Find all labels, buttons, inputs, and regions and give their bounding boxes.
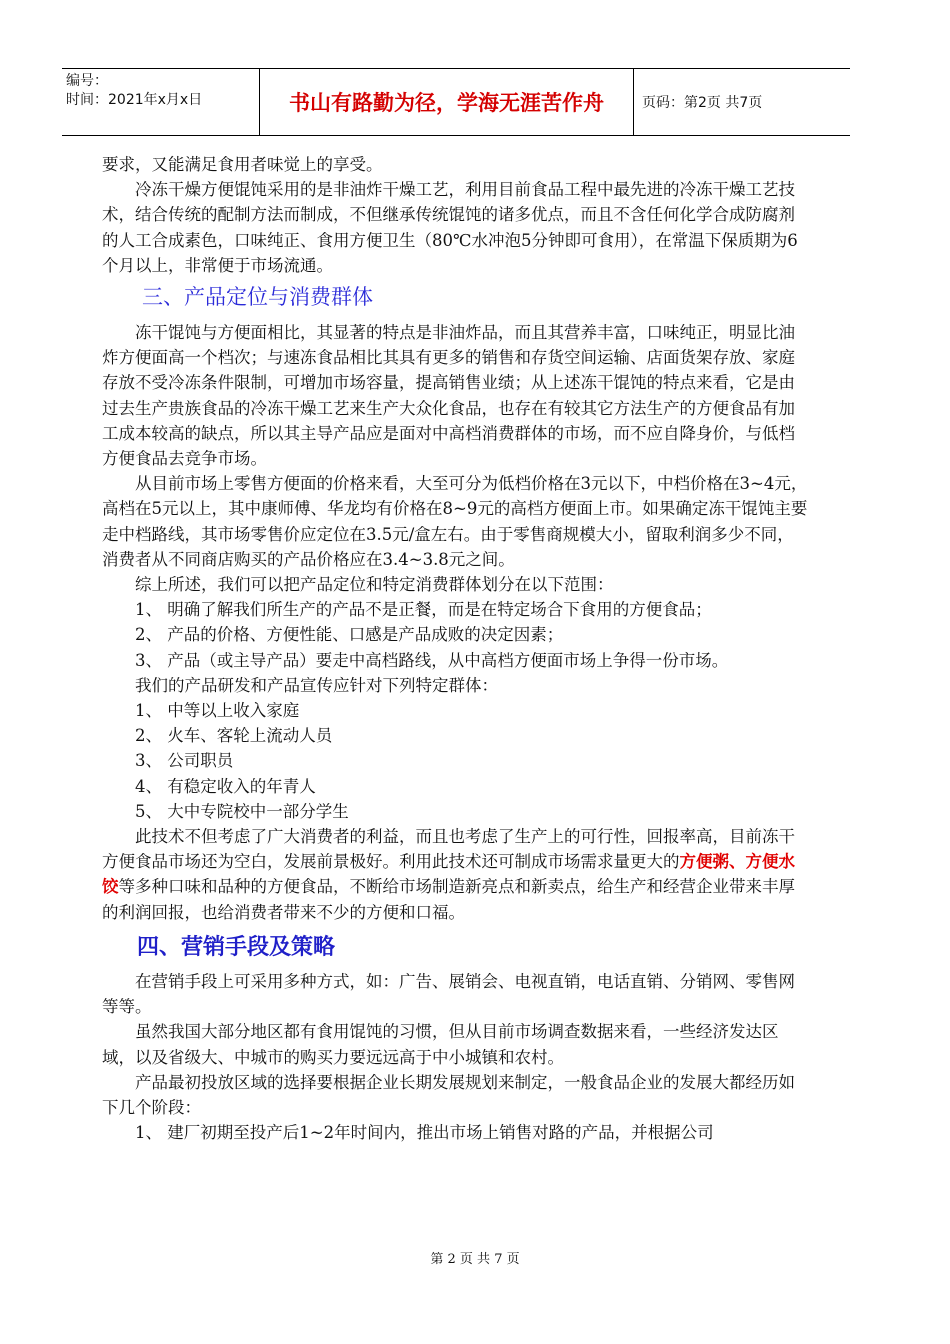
list-item: 3、 公司职员 bbox=[135, 751, 234, 771]
page-header bbox=[62, 68, 850, 136]
paragraph: 冷冻干燥方便馄饨采用的是非油炸干燥工艺，利用目前食品工程中最先进的冷冻干燥工艺技术，结合传统的配制方法而制成，不但继承传统馄饨的诸多优点，而且不含任何化学合成防腐剂的人工合成素色，口味纯正、食用方便卫生（80℃水冲泡5分钟即可食用），在常温下保质期为6个月以上，非常便于市场流通。 bbox=[102, 180, 798, 275]
paragraph: 从目前市场上零售方便面的价格来看，大至可分为低档价格在3元以下，中档价格在3~4元，高档在5元以上，其中康师傅、华龙均有价格在8~9元的高档方便面上市。如果确定冻干馄饨主要走中档路线，其市场零售价应定位在3.5元/盒左右。由于零售商规模大小，留取利润多少不同，消费者从不同商店购买的产品价格应在3.4~3.8元之间。 bbox=[102, 474, 808, 569]
document-body bbox=[102, 152, 810, 1145]
section-heading-4: 四、营销手段及策略 bbox=[137, 934, 336, 960]
list-item: 1、 中等以上收入家庭 bbox=[135, 701, 300, 721]
highlighted-products: 方便粥、方便水饺 bbox=[102, 852, 795, 897]
list-item: 5、 大中专院校中一部分学生 bbox=[135, 801, 349, 821]
paragraph: 产品最初投放区域的选择要根据企业长期发展规划来制定，一般食品企业的发展大都经历如下几个阶段： bbox=[102, 1072, 795, 1117]
paragraph-text: 此技术不但考虑了广大消费者的利益，而且也考虑了生产上的可行性，回报率高，目前冻干方便食品市场还为空白，发展前景极好。利用此技术还可制成市场需求量更大的 bbox=[102, 827, 795, 872]
paragraph: 要求，又能满足食用者味觉上的享受。 bbox=[102, 155, 383, 174]
section-heading-3: 三、产品定位与消费群体 bbox=[142, 285, 373, 310]
list-item: 2、 火车、客轮上流动人员 bbox=[135, 726, 333, 746]
paragraph bbox=[102, 824, 810, 925]
list-item: 2、 产品的价格、方便性能、口感是产品成败的决定因素； bbox=[135, 625, 564, 645]
header-page: 页码：第2页 共7页 bbox=[642, 95, 763, 111]
paragraph: 在营销手段上可采用多种方式，如：广告、展销会、电视直销，电话直销、分销网、零售网等等。 bbox=[102, 971, 795, 1017]
header-time: 时间：2021年x月x日 bbox=[66, 92, 203, 108]
paragraph-text: 等多种口味和品种的方便食品，不断给市场制造新亮点和新卖点，给生产和经营企业带来丰厚的利润回报，也给消费者带来不少的方便和口福。 bbox=[102, 877, 795, 922]
header-number: 编号： bbox=[66, 73, 108, 89]
header-meta bbox=[62, 69, 260, 135]
paragraph: 综上所述，我们可以把产品定位和特定消费群体划分在以下范围： bbox=[135, 575, 614, 595]
page-footer: 第 2 页 共 7 页 bbox=[430, 1252, 520, 1267]
paragraph: 虽然我国大部分地区都有食用馄饨的习惯，但从目前市场调查数据来看，一些经济发达区域，以及省级大、中城市的购买力要远远高于中小城镇和农村。 bbox=[102, 1022, 779, 1067]
paragraph: 我们的产品研发和产品宣传应针对下列特定群体： bbox=[135, 675, 498, 695]
list-item: 3、 产品（或主导产品）要走中高档路线，从中高档方便面市场上争得一份市场。 bbox=[135, 650, 729, 670]
paragraph: 冻干馄饨与方便面相比，其显著的特点是非油炸品，而且其营养丰富，口味纯正，明显比油炸方便面高一个档次；与速冻食品相比其具有更多的销售和存货空间运输、店面货架存放、家庭存放不受冷冻条件限制，可增加市场容量，提高销售业绩；从上述冻干馄饨的特点来看，它是由过去生产贵族食品的冷冻干燥工艺来生产大众化食品，也存在有较其它方法生产的方便食品有加工成本较高的缺点，所以其主导产品应是面对中高档消费群体的市场，而不应自降身价，与低档方便食品去竞争市场。 bbox=[102, 323, 795, 469]
list-item: 1、 建厂初期至投产后1~2年时间内，推出市场上销售对路的产品，并根据公司 bbox=[135, 1123, 714, 1143]
list-item: 1、 明确了解我们所生产的产品不是正餐，而是在特定场合下食用的方便食品； bbox=[135, 600, 712, 620]
header-motto: 书山有路勤为径，学海无涯苦作舟 bbox=[260, 69, 634, 135]
list-item: 4、 有稳定收入的年青人 bbox=[135, 776, 316, 796]
